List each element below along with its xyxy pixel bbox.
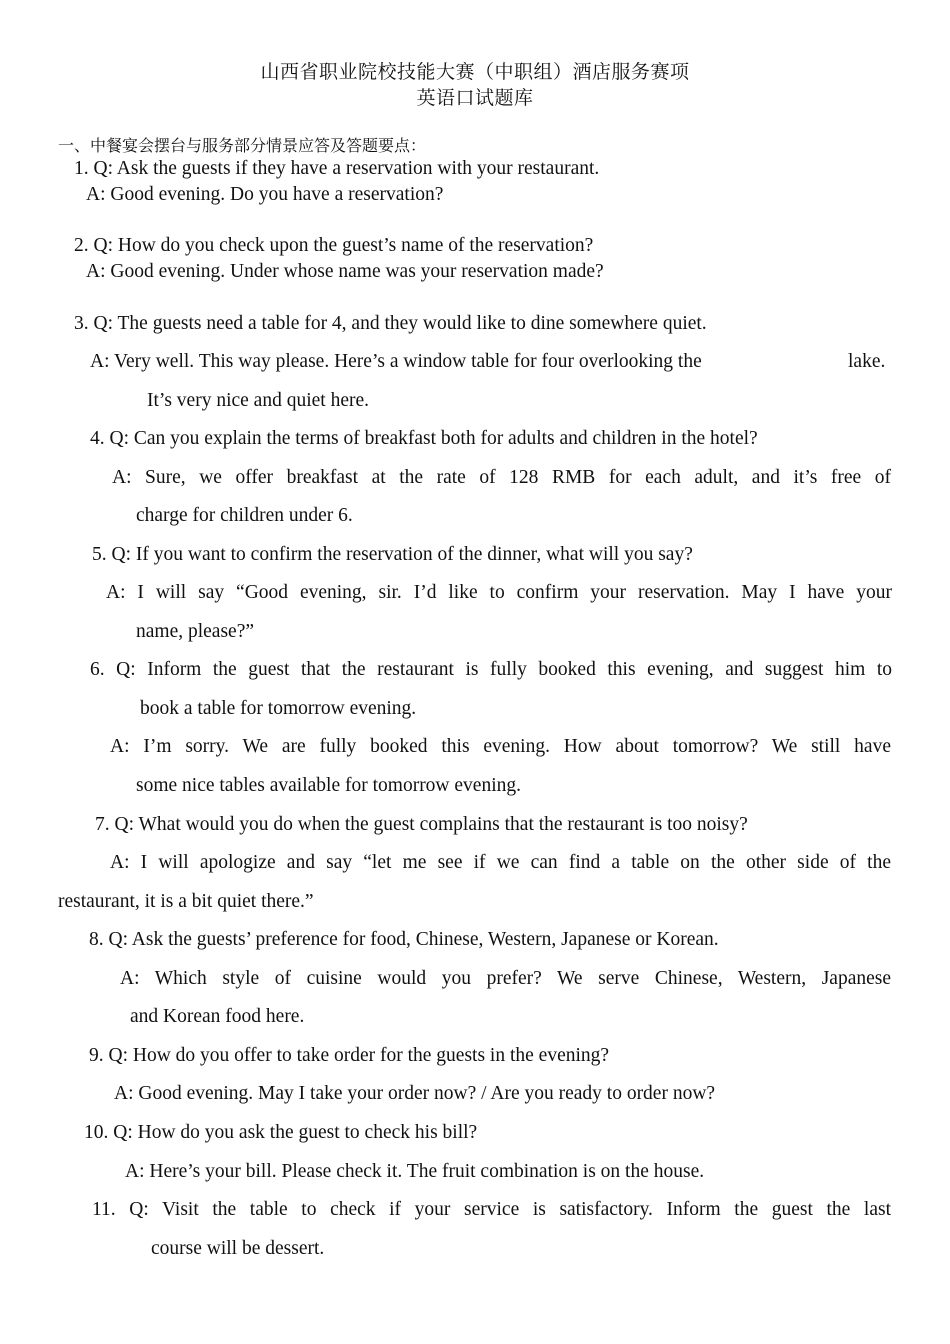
question-10: 10. Q: How do you ask the guest to check his bill? bbox=[84, 1122, 478, 1143]
question-11-line-1: 11. Q: Visit the table to check if your service is satisfactory. Inform the guest the last bbox=[92, 1199, 891, 1220]
question-11-line-2: course will be dessert. bbox=[151, 1238, 325, 1259]
question-2: 2. Q: How do you check upon the guest’s name of the reservation? bbox=[74, 235, 594, 256]
answer-5-line-1: A: I will say “Good evening, sir. I’d like to confirm your reservation. May I have your bbox=[106, 582, 892, 603]
answer-7-line-2: restaurant, it is a bit quiet there.” bbox=[58, 891, 314, 912]
answer-7-line-1: A: I will apologize and say “let me see if we can find a table on the other side of the bbox=[110, 852, 891, 873]
question-8: 8. Q: Ask the guests’ preference for food, Chinese, Western, Japanese or Korean. bbox=[89, 929, 719, 950]
document-title-line-2: 英语口试题库 bbox=[416, 87, 534, 109]
answer-6-line-2: some nice tables available for tomorrow evening. bbox=[136, 775, 521, 796]
answer-2: A: Good evening. Under whose name was your reservation made? bbox=[86, 261, 604, 282]
answer-1: A: Good evening. Do you have a reservation? bbox=[86, 184, 444, 205]
answer-8-line-2: and Korean food here. bbox=[130, 1006, 305, 1027]
question-3: 3. Q: The guests need a table for 4, and they would like to dine somewhere quiet. bbox=[74, 313, 707, 334]
section-heading: 一、中餐宴会摆台与服务部分情景应答及答题要点： bbox=[58, 136, 427, 155]
question-6-line-2: book a table for tomorrow evening. bbox=[140, 698, 417, 719]
answer-3-line-1-end: lake. bbox=[848, 351, 886, 372]
answer-4-line-2: charge for children under 6. bbox=[136, 505, 353, 526]
answer-5-line-2: name, please?” bbox=[136, 621, 255, 642]
answer-3-line-2: It’s very nice and quiet here. bbox=[147, 390, 369, 411]
answer-8-line-1: A: Which style of cuisine would you prefer? We serve Chinese, Western, Japanese bbox=[120, 968, 891, 989]
question-7: 7. Q: What would you do when the guest complains that the restaurant is too noisy? bbox=[95, 814, 748, 835]
answer-9: A: Good evening. May I take your order now? / Are you ready to order now? bbox=[114, 1083, 716, 1104]
question-6-line-1: 6. Q: Inform the guest that the restaurant is fully booked this evening, and suggest him to bbox=[90, 659, 892, 680]
question-4: 4. Q: Can you explain the terms of breakfast both for adults and children in the hotel? bbox=[90, 428, 758, 449]
question-5: 5. Q: If you want to confirm the reservation of the dinner, what will you say? bbox=[92, 544, 693, 565]
answer-6-line-1: A: I’m sorry. We are fully booked this evening. How about tomorrow? We still have bbox=[110, 736, 891, 757]
document-title-line-1: 山西省职业院校技能大赛（中职组）酒店服务赛项 bbox=[260, 61, 690, 83]
answer-4-line-1: A: Sure, we offer breakfast at the rate of 128 RMB for each adult, and it’s free of bbox=[112, 467, 891, 488]
answer-3-line-1: A: Very well. This way please. Here’s a window table for four overlooking the bbox=[90, 351, 702, 372]
question-9: 9. Q: How do you offer to take order for the guests in the evening? bbox=[89, 1045, 610, 1066]
question-1: 1. Q: Ask the guests if they have a reservation with your restaurant. bbox=[74, 158, 600, 179]
answer-10: A: Here’s your bill. Please check it. The fruit combination is on the house. bbox=[125, 1161, 705, 1182]
